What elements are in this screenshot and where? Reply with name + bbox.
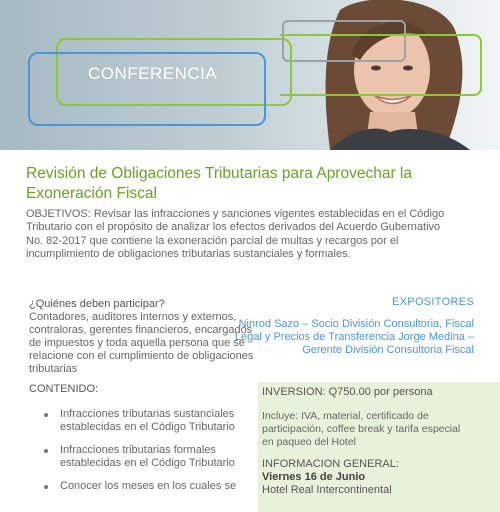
price-text: INVERSION: Q750.00 por persona bbox=[262, 386, 433, 398]
conference-title: Revisión de Obligaciones Tributarias para Aprovechar la Exoneración Fiscal bbox=[26, 165, 412, 202]
speakers-heading: EXPOSITORES bbox=[392, 296, 474, 308]
content-heading: CONTENIDO: bbox=[29, 383, 99, 395]
decorative-frame bbox=[280, 34, 482, 96]
speakers-text: Ninrod Sazo – Socio División Consultoria, Fiscal Legal y Precios de Transferencia Jorge Medina – Gerente División Consultoria Fiscal bbox=[234, 318, 474, 356]
hero-banner bbox=[0, 0, 500, 150]
list-item: Infracciones tributarias sustanciales establecidas en el Código Tributario bbox=[40, 408, 260, 434]
includes-text: Incluye: IVA, material, certificado de participación, coffee break y tarifa especial en paqueo del Hotel bbox=[262, 410, 461, 448]
general-info-heading: INFORMACION GENERAL: bbox=[262, 458, 399, 470]
list-item: Infracciones tributarias formales establecidas en el Código Tributario bbox=[40, 444, 260, 470]
participants-text: Contadores, auditores internos y externos, contraloras, gerentes financieros, encargados de impuestos y toda aquella persona que se relacione con el cumplimiento de obligaciones tributarias bbox=[29, 311, 254, 375]
objectives-text: OBJETIVOS: Revisar las infracciones y sanciones vigentes establecidas en el Código Tributario con el propósito de analizar los efectos derivados del Acuerdo Gubernativo No. 82-2017 que contiene la exoneración parcial de multas y recargos por el incumplimiento de obligaciones tributarias sustanciales y formales. bbox=[26, 208, 445, 261]
list-item: Conocer los meses en los cuales se bbox=[40, 480, 260, 493]
content-list bbox=[40, 408, 260, 503]
participants-heading: ¿Quiénes deben participar? bbox=[29, 298, 165, 310]
event-date: Viernes 16 de Junio bbox=[262, 471, 366, 483]
event-venue: Hotel Real Intercontinental bbox=[262, 484, 392, 496]
banner-title: CONFERENCIA bbox=[88, 64, 218, 83]
